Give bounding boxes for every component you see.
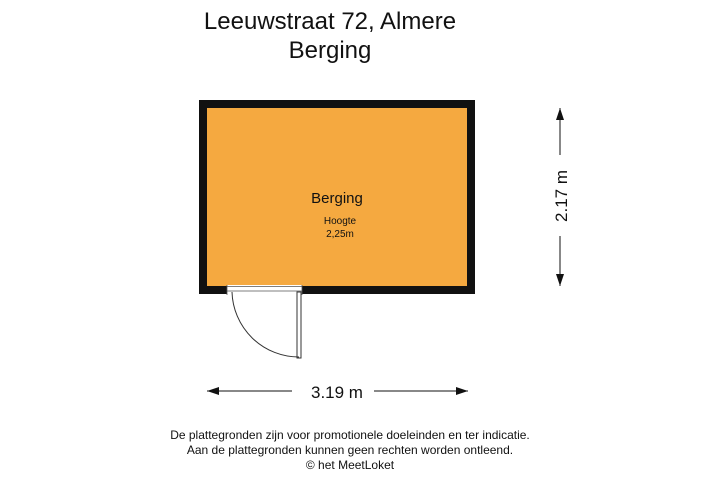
disclaimer-line-2: Aan de plattegronden kunnen geen rechten worden ontleend. [186,443,514,457]
arrow-left-icon [207,387,219,395]
width-dimension [207,383,468,402]
room-height-label: Hoogte [323,216,357,227]
arrow-right-icon [456,387,468,395]
floor-title: Berging [288,37,372,64]
arrow-up-icon [556,108,564,120]
address-title: Leeuwstraat 72, Almere [203,8,457,35]
depth-label: 2.17 m [552,170,571,222]
depth-dimension [552,108,571,286]
room-height-value: 2,25m [326,229,354,240]
door-swing [232,292,301,358]
arrow-down-icon [556,274,564,286]
disclaimer-line-1: De plattegronden zijn voor promotionele doeleinden en ter indicatie. [170,428,530,442]
width-label: 3.19 m [311,383,363,402]
room-name: Berging [311,190,363,207]
copyright: © het MeetLoket [305,458,395,472]
